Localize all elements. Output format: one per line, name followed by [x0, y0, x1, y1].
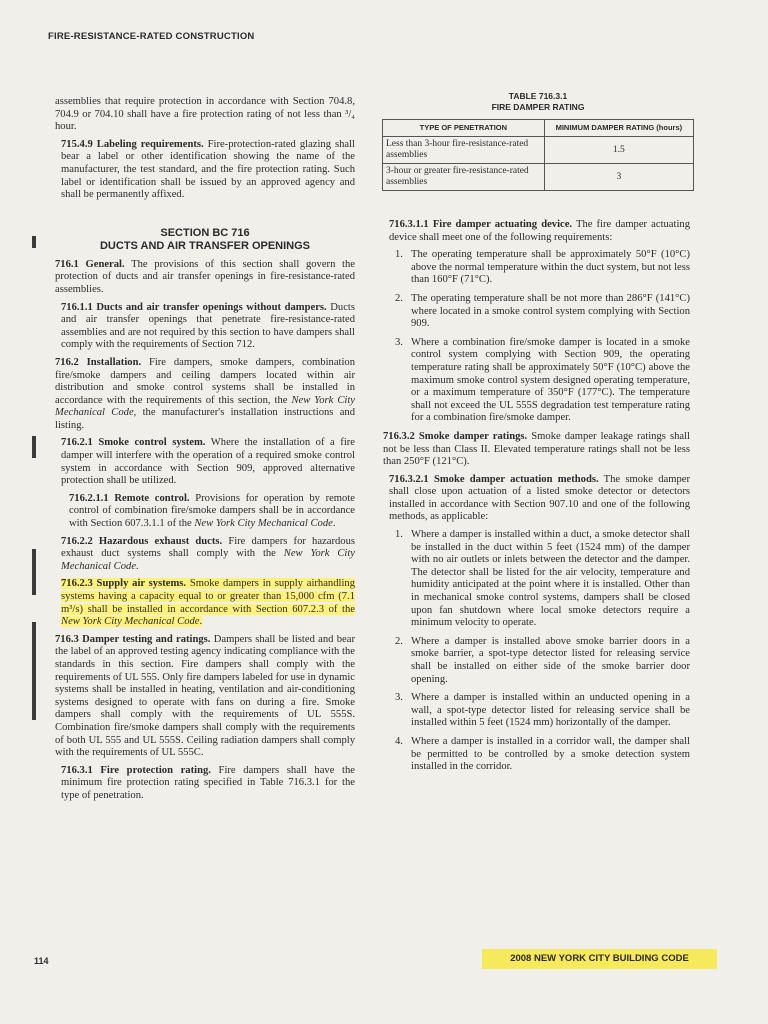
section-715-4-9	[55, 139, 355, 202]
section-716-2-1-1: 716.2.1.1 Remote control. Provisions for operation by remote control of combination fire/smoke dampers shall be in accordance with Section 607.3.1.1 of the New York City Mechanical Code.	[69, 492, 355, 530]
section-716-2	[55, 357, 355, 433]
left-column	[55, 96, 355, 808]
table-header-row	[383, 120, 694, 137]
table	[382, 119, 694, 191]
section-heading-inline: 716.3.1 Fire protection rating.	[61, 764, 211, 776]
section-text: Provisions for operation by remote control of combination fire/smoke dampers shall be in accordance with Section 607.3.1.1 of the	[69, 492, 355, 530]
section-716-3	[55, 634, 355, 760]
section-heading-inline: 716.3 Damper testing and ratings.	[55, 633, 211, 645]
table-title	[382, 91, 694, 113]
section-716-3-1	[55, 765, 355, 803]
running-header: FIRE-RESISTANCE-RATED CONSTRUCTION	[48, 31, 255, 42]
code-reference: New York City Mechanical Code	[55, 394, 356, 419]
section-text: Fire dampers shall have the minimum fire protection rating specified in Table 716.3.1 for the type of penetration.	[61, 764, 355, 801]
section-heading-inline: 716.2 Installation.	[55, 356, 142, 368]
section-heading	[55, 227, 355, 253]
list-item	[383, 736, 690, 774]
list-item	[383, 249, 690, 287]
penetration-type-cell: 3-hour or greater fire-resistance-rated assemblies	[383, 164, 545, 191]
list-item	[383, 692, 690, 730]
column-header-rating: MINIMUM DAMPER RATING (hours)	[544, 120, 693, 137]
fire-damper-rating-table	[382, 91, 694, 191]
section-heading-inline: 715.4.9 Labeling requirements.	[61, 138, 204, 150]
right-column	[383, 219, 690, 780]
section-heading-inline: 716.3.2.1 Smoke damper actuation methods.	[389, 473, 599, 485]
list-text: Where a damper is installed within a duct, a smoke detector shall be installed in the duct within 5 feet (1524 mm) of the damper with no air outlets or inlets between the detector and the damper. The detector shall be listed for the air velocity, temperature and humidity anticipated at the point where it is installed. Other than in mechanical smoke control systems, dampers shall be closed upon fan shutdown where local smoke detectors require a minimum velocity to operate.	[411, 529, 690, 629]
section-text: Smoke damper leakage ratings shall not be less than Class II. Elevated temperature ratings shall not be less than 250°F (121°C).	[383, 430, 690, 468]
list-text: The operating temperature shall be not more than 286°F (141°C) where located in a smoke control system complying with Section 909.	[411, 292, 690, 330]
section-text: The provisions of this section shall govern the protection of ducts and air transfer openings in fire-resistance-rated assemblies.	[55, 258, 355, 295]
section-716-1-1	[55, 302, 355, 352]
page-number: 114	[34, 956, 49, 966]
actuation-methods-list	[383, 529, 690, 774]
change-bar	[32, 622, 36, 720]
table-row	[383, 164, 694, 191]
list-number: 4.	[395, 735, 403, 747]
section-text: Ducts and air transfer openings that penetrate fire-resistance-rated assemblies and are not required by this section to have dampers shall comply with the requirements of Section 712.	[61, 301, 355, 351]
list-text: Where a damper is installed above smoke barrier doors in a smoke barrier, a spot-type detector listed for releasing service shall be installed on either side of the smoke barrier door opening.	[411, 635, 690, 685]
damper-rating-cell: 3	[544, 164, 693, 191]
change-bar	[32, 236, 36, 248]
table-row	[383, 137, 694, 164]
change-bar	[32, 436, 36, 458]
section-heading-inline: 716.1.1 Ducts and air transfer openings without dampers.	[61, 301, 327, 313]
section-716-3-1-1	[383, 219, 690, 244]
section-text: Where the installation of a fire damper will interfere with the operation of a required smoke control system in accordance with Section 909, approved alternative protection shall be utilized.	[61, 437, 355, 487]
section-heading-inline: 716.2.2 Hazardous exhaust ducts.	[61, 535, 223, 547]
list-number: 1.	[395, 529, 403, 541]
section-text: Fire dampers, smoke dampers, combination fire/smoke dampers and ceiling dampers located within air distribution and smoke control systems shall be installed in accordance with the requirements of this section, the	[55, 356, 355, 406]
list-number: 1.	[395, 249, 403, 261]
column-header-type: TYPE OF PENETRATION	[383, 120, 545, 137]
section-text: , the manufacturer's installation instructions and listing.	[55, 407, 355, 431]
code-reference: New York City Mechanical Code	[61, 616, 200, 628]
footer-title: 2008 NEW YORK CITY BUILDING CODE	[482, 949, 717, 969]
list-item	[383, 337, 690, 425]
section-heading-inline: 716.2.1.1 Remote control.	[69, 492, 190, 504]
list-text: Where a combination fire/smoke damper is located in a smoke control system complying with Section 909, the operating temperature rating shall be approximately 50°F (10°C) above the maximum smoke control system designed operating temperature, or a maximum temperature of 350°F (177°C). The temperature shall not exceed the UL 555S degradation test temperature rating for a combination fire/smoke damper.	[411, 336, 690, 424]
list-text: Where a damper is installed within an unducted opening in a wall, a spot-type detector listed for releasing service shall be installed within 5 feet (1524 mm) horizontally of the damper.	[411, 692, 690, 729]
section-text: Dampers shall be listed and bear the label of an approved testing agency indicating compliance with the standards in this section. Fire dampers shall comply with the requirements of UL 555. Only fire dampers labeled for use in dynamic systems shall be installed in heating, ventilation and air-conditioning systems designed to operate with fans on during a fire. Smoke dampers shall comply with the requirements of UL 555S. Combination fire/smoke dampers shall comply with the requirements of both UL 555 and UL 555S. Ceiling radiation dampers shall comply with the requirements of UL 555C.	[55, 633, 355, 759]
section-text: The smoke damper shall close upon actuation of a listed smoke detector or detectors installed in accordance with Section 907.10 and one of the following methods, as applicable:	[389, 473, 690, 523]
code-reference: New York City Mechanical Code	[194, 518, 333, 530]
section-text: The fire damper actuating device shall meet one of the following requirements:	[389, 219, 690, 243]
code-reference: New York City Mechanical Code	[61, 548, 356, 572]
section-716-3-2	[383, 431, 690, 469]
table-caption: FIRE DAMPER RATING	[491, 102, 585, 112]
change-bar	[32, 549, 36, 595]
table-number: TABLE 716.3.1	[508, 91, 568, 101]
section-716-1	[55, 259, 355, 297]
section-title: DUCTS AND AIR TRANSFER OPENINGS	[99, 239, 311, 252]
list-number: 2.	[395, 635, 403, 647]
list-item	[383, 529, 690, 630]
section-716-2-3	[55, 578, 355, 628]
penetration-type-cell: Less than 3-hour fire-resistance-rated assemblies	[383, 137, 545, 164]
section-number: SECTION BC 716	[160, 226, 250, 239]
list-item	[383, 636, 690, 686]
list-text: The operating temperature shall be approximately 50°F (10°C) above the normal temperature within the duct system, but not less than 160°F (71°C).	[411, 249, 690, 286]
section-716-2-1	[55, 437, 355, 487]
intro-paragraph: assemblies that require protection in accordance with Section 704.8, 704.9 or 704.10 shall have a fire protection rating of not less than ³/₄ hour.	[55, 96, 355, 133]
section-heading-inline: 716.3.1.1 Fire damper actuating device.	[389, 219, 573, 230]
section-heading-inline: 716.1 General.	[55, 258, 125, 270]
section-heading-inline: 716.2.3 Supply air systems.	[61, 578, 187, 590]
section-716-3-2-1	[383, 474, 690, 524]
section-text: Fire-protection-rated glazing shall bear a label or other identification showing the name of the manufacturer, the test standard, and the fire protection rating. Such label or identification shall be issued by an approved agency and shall be permanently affixed.	[61, 138, 355, 201]
list-item	[383, 293, 690, 331]
list-number: 2.	[395, 292, 403, 304]
section-716-2-2: 716.2.2 Hazardous exhaust ducts. Fire dampers for hazardous exhaust duct systems shall comply with the New York City Mechanical Code.	[61, 535, 356, 572]
list-text: Where a damper is installed in a corridor wall, the damper shall be permitted to be controlled by a smoke detection system installed in the corridor.	[411, 735, 690, 773]
damper-rating-cell: 1.5	[544, 137, 693, 164]
highlighted-text: 716.2.3 Supply air systems. Smoke dampers in supply airhandling systems having a capacity equal to or greater than 15,000 cfm (7.1 m³/s) shall be installed in accordance with Section 607.2.3 of the New York City Mechanical Code.	[61, 578, 355, 628]
section-heading-inline: 716.2.1 Smoke control system.	[61, 437, 206, 449]
section-text: Smoke dampers in supply airhandling systems having a capacity equal to or greater than 15,000 cfm (7.1 m³/s) shall be installed in accordance with Section 607.2.3 of the	[61, 578, 355, 615]
list-number: 3.	[395, 336, 403, 348]
list-number: 3.	[395, 692, 403, 704]
section-heading-inline: 716.3.2 Smoke damper ratings.	[383, 430, 528, 442]
section-text: Fire dampers for hazardous exhaust duct systems shall comply with the	[61, 535, 355, 560]
actuating-device-list	[383, 249, 690, 425]
